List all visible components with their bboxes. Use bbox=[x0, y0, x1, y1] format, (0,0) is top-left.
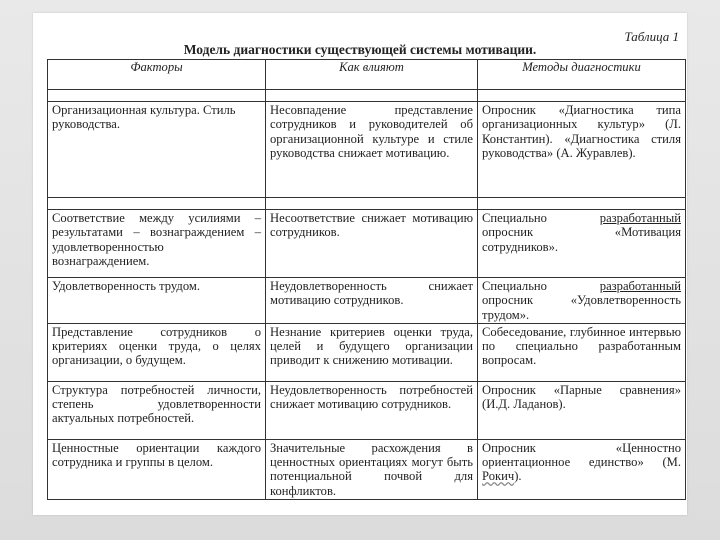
method-underlined: Рокич bbox=[482, 469, 515, 484]
method-text: Опросник «Ценностно ориентационное единство» (М. bbox=[482, 440, 681, 470]
table-row bbox=[48, 278, 686, 324]
cell-effect: Несоответствие снижает мотивацию сотрудников. bbox=[266, 210, 478, 278]
cell-effect: Несовпадение представление сотрудников и руководителей об организационной культуре и стиле руководства снижает мотивацию. bbox=[266, 102, 478, 198]
cell-method: Собеседование, глубинное интервью по специально разработанным вопросам. bbox=[478, 323, 686, 381]
cell-method bbox=[478, 210, 686, 278]
diagnostics-table bbox=[47, 59, 686, 500]
table-row bbox=[48, 210, 686, 278]
table-header-row bbox=[48, 60, 686, 90]
method-text: Специально bbox=[482, 279, 600, 293]
table-row bbox=[48, 102, 686, 198]
cell-factor: Структура потребностей личности, степень удовлетворенности актуальных потребностей. bbox=[48, 381, 266, 439]
cell-effect: Незнание критериев оценки труда, целей и будущего организации приводит к снижению мотивации. bbox=[266, 323, 478, 381]
spacer-row bbox=[48, 198, 686, 210]
header-methods: Методы диагностики bbox=[478, 60, 686, 90]
cell-method bbox=[478, 278, 686, 324]
header-factors: Факторы bbox=[48, 60, 266, 90]
method-underlined: разработанный bbox=[599, 279, 681, 293]
cell-effect: Значительные расхождения в ценностных ориентациях могут быть потенциальной почвой для конфликтов. bbox=[266, 439, 478, 499]
header-how-influence: Как влияют bbox=[266, 60, 478, 90]
method-text: Специально bbox=[482, 211, 600, 225]
slide-page bbox=[33, 13, 687, 515]
cell-factor: Представление сотрудников о критериях оценки труда, о целях организации, о будущем. bbox=[48, 323, 266, 381]
method-text: ). bbox=[514, 469, 522, 484]
table-title: Модель диагностики существующей системы мотивации. bbox=[183, 42, 537, 57]
cell-method: Опросник «Парные сравнения» (И.Д. Ладанов). bbox=[478, 381, 686, 439]
method-text: опросник «Удовлетворенность трудом». bbox=[482, 293, 681, 322]
cell-factor: Удовлетворенность трудом. bbox=[48, 278, 266, 324]
spacer-row bbox=[48, 90, 686, 102]
cell-factor: Ценностные ориентации каждого сотрудника и группы в целом. bbox=[48, 439, 266, 499]
cell-effect: Неудовлетворенность снижает мотивацию сотрудников. bbox=[266, 278, 478, 324]
table-caption: Таблица 1 bbox=[624, 29, 679, 44]
cell-factor: Соответствие между усилиями – результатами – вознаграждением – удовлетворенностью вознаграждением. bbox=[48, 210, 266, 278]
table-row bbox=[48, 439, 686, 499]
cell-method bbox=[478, 439, 686, 499]
cell-factor: Организационная культура. Стиль руководства. bbox=[48, 102, 266, 198]
cell-effect: Неудовлетворенность потребностей снижает мотивацию сотрудников. bbox=[266, 381, 478, 439]
cell-method: Опросник «Диагностика типа организационных культур» (Л. Константин). «Диагностика стиля руководства» (А. Журавлев). bbox=[478, 102, 686, 198]
table-row bbox=[48, 323, 686, 381]
table-row bbox=[48, 381, 686, 439]
method-text: опросник «Мотивация сотрудников». bbox=[482, 225, 681, 254]
method-underlined: разработанный bbox=[599, 211, 681, 225]
